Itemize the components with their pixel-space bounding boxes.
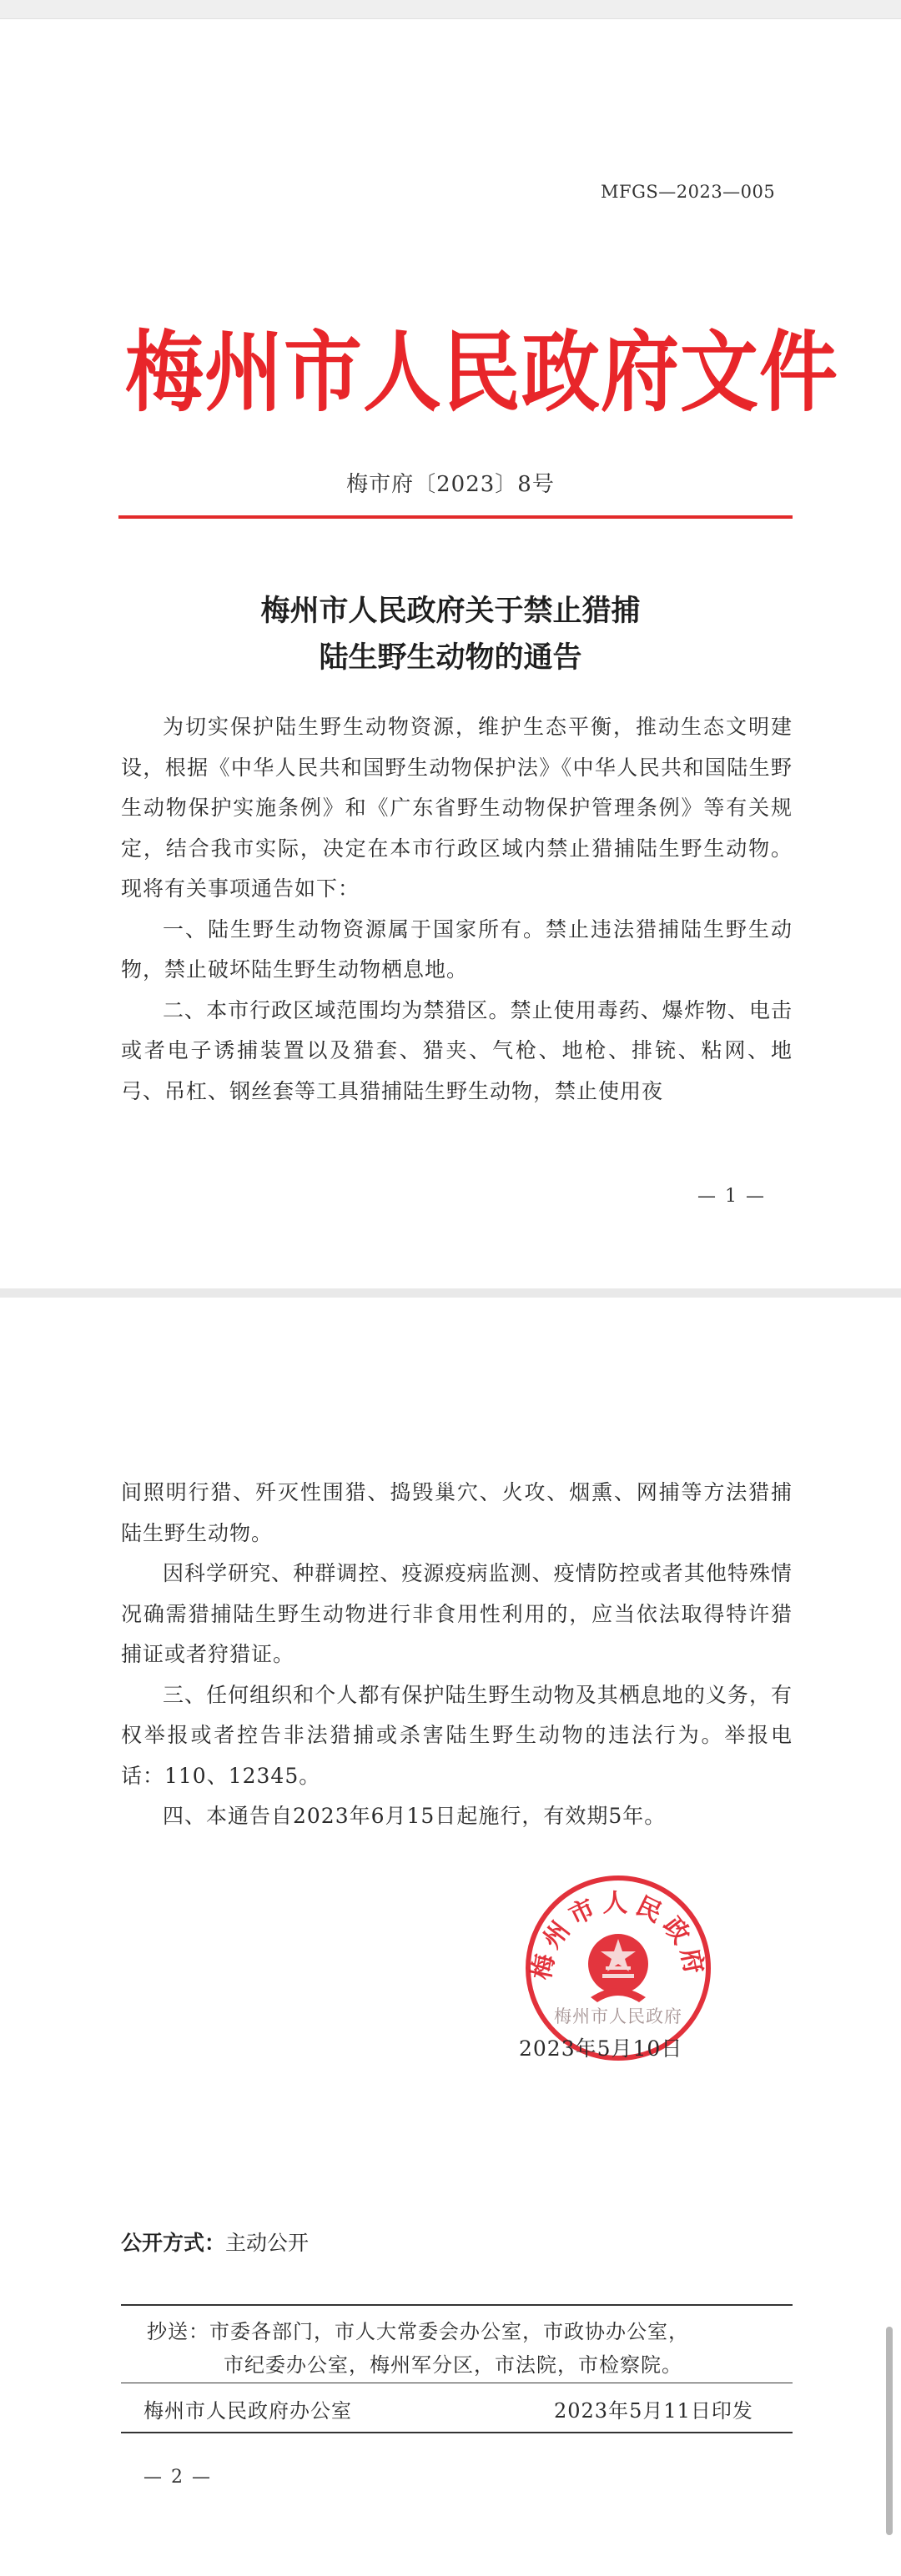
document-number: 梅市府〔2023〕8号 bbox=[346, 472, 555, 497]
paragraph-research-exception: 因科学研究、种群调控、疫源疫病监测、疫情防控或者其他特殊情况确需猎捕陆生野生动物进行非食用性利用的，应当依法取得特许猎捕证或者狩猎证。 bbox=[121, 1561, 793, 1666]
signing-date: 2023年5月10日 bbox=[519, 2036, 683, 2061]
disclosure-method bbox=[121, 2227, 309, 2257]
paragraph-item-three: 三、任何组织和个人都有保护陆生野生动物及其栖息地的义务，有权举报或者控告非法猎捕或杀害陆生野生动物的违法行为。举报电话：110、12345。 bbox=[121, 1682, 793, 1788]
page1-body bbox=[121, 707, 793, 1112]
notice-title-line-1: 梅州市人民政府关于禁止猎捕 bbox=[260, 594, 641, 628]
cc-line-2: 市纪委办公室，梅州军分区，市法院，市检察院。 bbox=[224, 2353, 682, 2377]
viewer-top-strip bbox=[0, 0, 901, 19]
notice-title bbox=[0, 588, 901, 681]
paragraph-intro: 为切实保护陆生野生动物资源，维护生态平衡，推动生态文明建设，根据《中华人民共和国野生动物保护法》《中华人民共和国陆生野生动物保护实施条例》和《广东省野生动物保护管理条例》等有关规定，结合我市实际，决定在本市行政区域内禁止猎捕陆生野生动物。现将有关事项通告如下： bbox=[121, 715, 793, 901]
footer-rule bbox=[121, 2432, 793, 2433]
cc-line-1: 抄送：市委各部门，市人大常委会办公室，市政协办公室， bbox=[147, 2320, 689, 2343]
paragraph-item-two: 二、本市行政区域范围均为禁猎区。禁止使用毒药、爆炸物、电击或者电子诱捕装置以及猎套、猎夹、气枪、地枪、排铳、粘网、地弓、吊杠、钢丝套等工具猎捕陆生野生动物，禁止使用夜 bbox=[121, 997, 793, 1103]
notice-title-line-2: 陆生野生动物的通告 bbox=[319, 640, 582, 675]
national-emblem-icon bbox=[588, 1934, 648, 2002]
seal-arc-text: 梅州市人民政府 bbox=[526, 1889, 710, 1982]
paragraph-item-one: 一、陆生野生动物资源属于国家所有。禁止违法猎捕陆生野生动物，禁止破坏陆生野生动物栖息地。 bbox=[121, 916, 793, 982]
page2-body bbox=[121, 1473, 793, 1837]
masthead-red-rule bbox=[118, 515, 793, 519]
seal-overprint-text: 梅州市人民政府 bbox=[554, 2006, 682, 2026]
cc-top-rule bbox=[121, 2304, 793, 2306]
page-number-2: — 2 — bbox=[143, 2467, 212, 2488]
disclosure-label: 公开方式： bbox=[121, 2231, 226, 2255]
print-date: 2023年5月11日印发 bbox=[554, 2399, 753, 2423]
document-code: MFGS—2023—005 bbox=[601, 182, 776, 202]
paragraph-item-two-continued: 间照明行猎、歼灭性围猎、捣毁巢穴、火攻、烟熏、网捕等方法猎捕陆生野生动物。 bbox=[121, 1480, 793, 1545]
paragraph-item-four: 四、本通告自2023年6月15日起施行，有效期5年。 bbox=[163, 1804, 667, 1828]
red-masthead: 梅州市人民政府文件 bbox=[125, 321, 839, 424]
issuing-office: 梅州市人民政府办公室 bbox=[143, 2399, 352, 2423]
disclosure-value: 主动公开 bbox=[225, 2231, 310, 2255]
vertical-scrollbar[interactable] bbox=[886, 2327, 893, 2535]
page-number-1: — 1 — bbox=[697, 1186, 766, 1207]
